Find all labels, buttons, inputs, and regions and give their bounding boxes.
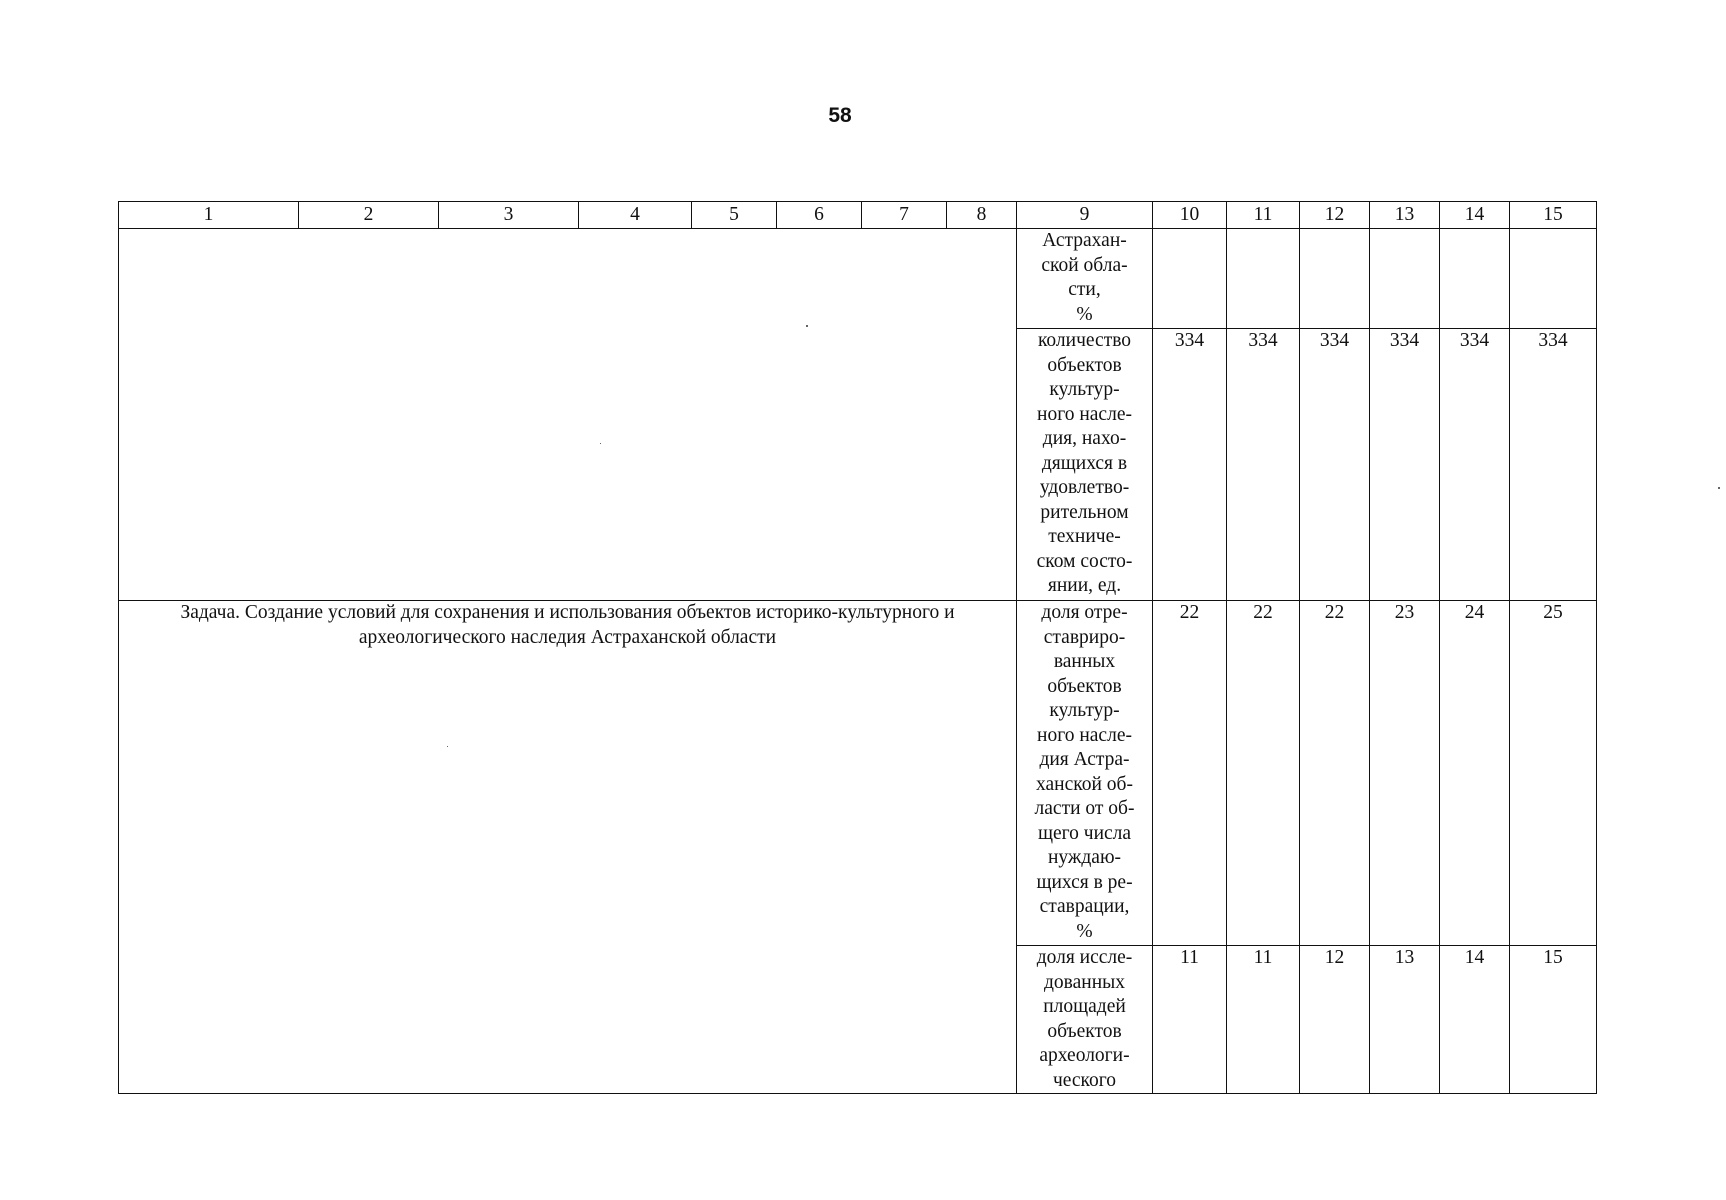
empty-merged-cell	[119, 229, 1017, 601]
indicator-label: количество объектов культур- ного насле- дия, нахо- дящихся в удовлетво- рительном техниче- ском состо- янии, ед.	[1017, 329, 1153, 601]
value-cell	[1300, 229, 1370, 329]
value-cell: 22	[1153, 601, 1227, 946]
column-header: 4	[579, 202, 692, 229]
value-cell: 22	[1227, 601, 1300, 946]
column-header: 11	[1227, 202, 1300, 229]
indicator-label: Астрахан- ской обла- сти, %	[1017, 229, 1153, 329]
value-cell: 334	[1300, 329, 1370, 601]
value-cell: 334	[1440, 329, 1510, 601]
column-header: 7	[862, 202, 947, 229]
value-cell	[1370, 229, 1440, 329]
value-cell	[1153, 229, 1227, 329]
column-header: 2	[299, 202, 439, 229]
scan-speck	[806, 325, 808, 327]
column-header: 8	[947, 202, 1017, 229]
column-header: 15	[1510, 202, 1597, 229]
value-cell: 11	[1227, 946, 1300, 1094]
value-cell: 334	[1510, 329, 1597, 601]
value-cell: 11	[1153, 946, 1227, 1094]
value-cell	[1440, 229, 1510, 329]
value-cell: 334	[1370, 329, 1440, 601]
scan-speck	[600, 443, 601, 444]
value-cell	[1510, 229, 1597, 329]
column-header: 3	[439, 202, 579, 229]
scan-speck	[447, 746, 448, 747]
value-cell: 15	[1510, 946, 1597, 1094]
value-cell: 12	[1300, 946, 1370, 1094]
value-cell: 23	[1370, 601, 1440, 946]
column-header: 12	[1300, 202, 1370, 229]
value-cell	[1227, 229, 1300, 329]
task-description: Задача. Создание условий для сохранения и использования объектов историко-культурного и археологического наследия Астраханской области	[119, 601, 1017, 1094]
page-number: 58	[828, 104, 852, 127]
header-row	[119, 202, 1597, 229]
value-cell: 24	[1440, 601, 1510, 946]
column-header: 10	[1153, 202, 1227, 229]
value-cell: 14	[1440, 946, 1510, 1094]
indicator-label: доля иссле- дованных площадей объектов археологи- ческого	[1017, 946, 1153, 1094]
value-cell: 13	[1370, 946, 1440, 1094]
table-row	[119, 601, 1597, 946]
column-header: 6	[777, 202, 862, 229]
column-header: 5	[692, 202, 777, 229]
column-header: 9	[1017, 202, 1153, 229]
value-cell: 22	[1300, 601, 1370, 946]
value-cell: 25	[1510, 601, 1597, 946]
column-header: 14	[1440, 202, 1510, 229]
indicator-label: доля отре- ставриро- ванных объектов культур- ного насле- дия Астра- ханской об- ласти от об- щего числа нуждаю- щихся в ре- ставрации, %	[1017, 601, 1153, 946]
value-cell: 334	[1227, 329, 1300, 601]
column-header: 1	[119, 202, 299, 229]
value-cell: 334	[1153, 329, 1227, 601]
table-row	[119, 229, 1597, 329]
column-header: 13	[1370, 202, 1440, 229]
data-table	[118, 201, 1597, 1094]
scan-speck	[1718, 487, 1720, 489]
